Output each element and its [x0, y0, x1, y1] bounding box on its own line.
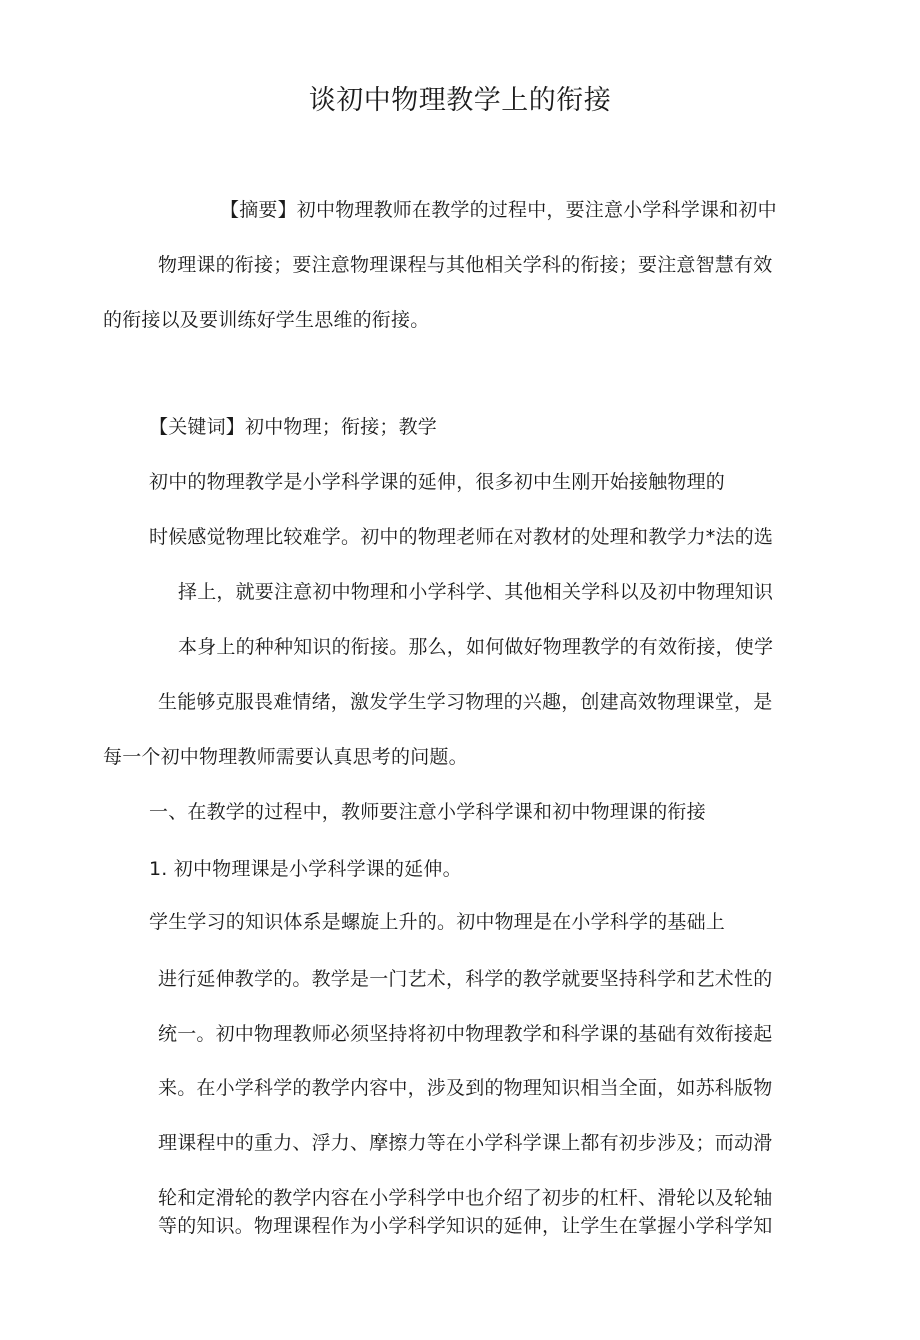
body-line: 本身上的种种知识的衔接。那么，如何做好物理教学的有效衔接，使学: [178, 636, 774, 658]
section-heading: 一、在教学的过程中，教师要注意小学科学课和初中物理课的衔接: [149, 801, 706, 823]
abstract-line-2: 物理课的衔接；要注意物理课程与其他相关学科的衔接；要注意智慧有效: [158, 254, 773, 276]
body-line: 生能够克服畏难情绪，激发学生学习物理的兴趣，创建高效物理课堂，是: [158, 691, 773, 713]
body-line: 等的知识。物理课程作为小学科学知识的延伸，让学生在掌握小学科学知: [158, 1215, 773, 1237]
body-line: 择上，就要注意初中物理和小学科学、其他相关学科以及初中物理知识: [178, 581, 774, 603]
abstract-line-3: 的衔接以及要训练好学生思维的衔接。: [103, 309, 430, 331]
body-line: 学生学习的知识体系是螺旋上升的。初中物理是在小学科学的基础上: [149, 911, 726, 933]
document-title: 谈初中物理教学上的衔接: [308, 85, 612, 116]
keywords-line: 【关键词】初中物理；衔接；教学: [149, 416, 438, 438]
body-line: 初中的物理教学是小学科学课的延伸，很多初中生刚开始接触物理的: [149, 471, 726, 493]
body-line: 来。在小学科学的教学内容中，涉及到的物理知识相当全面，如苏科版物: [158, 1077, 773, 1099]
abstract-line-1: 【摘要】初中物理教师在教学的过程中，要注意小学科学课和初中: [220, 199, 777, 221]
body-line: 统一。初中物理教师必须坚持将初中物理教学和科学课的基础有效衔接起: [158, 1023, 773, 1045]
body-line: 理课程中的重力、浮力、摩擦力等在小学科学课上都有初步涉及；而动滑: [158, 1132, 773, 1154]
body-line: 进行延伸教学的。教学是一门艺术，科学的教学就要坚持科学和艺术性的: [158, 968, 773, 990]
subsection-heading: 1. 初中物理课是小学科学课的延伸。: [149, 858, 462, 880]
body-line: 时候感觉物理比较难学。初中的物理老师在对教材的处理和教学力*法的选: [149, 526, 774, 548]
body-line: 轮和定滑轮的教学内容在小学科学中也介绍了初步的杠杆、滑轮以及轮轴: [158, 1187, 773, 1209]
body-line: 每一个初中物理教师需要认真思考的问题。: [103, 746, 468, 768]
